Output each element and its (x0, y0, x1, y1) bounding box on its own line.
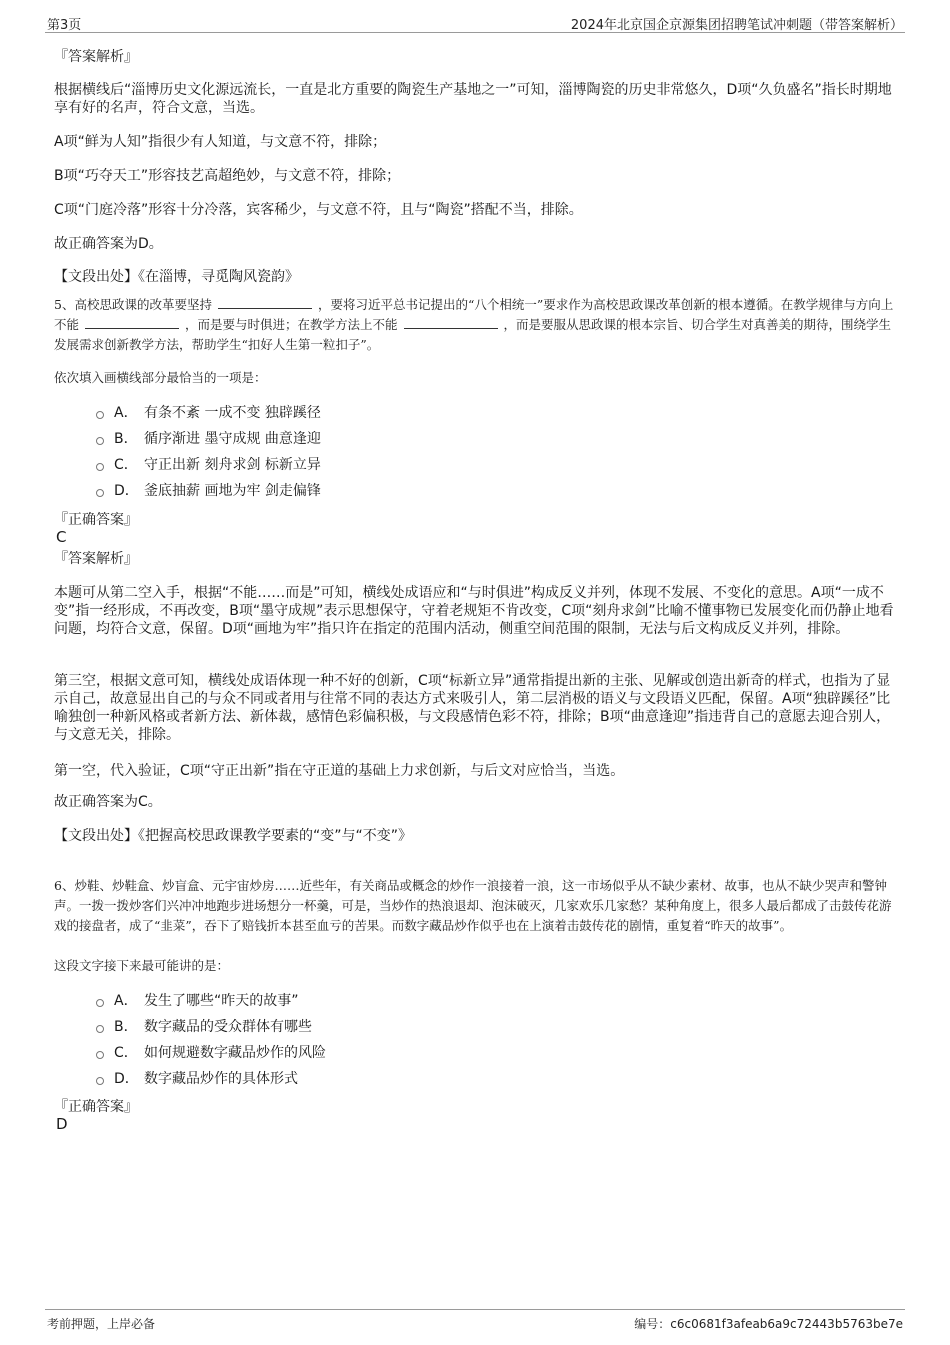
option-letter: D． (114, 1071, 139, 1087)
q5-text-part2: ，要将习近平总书记提出的“八个相统一”要求作为高校思政课改革创新的根本遵循。在教学规律与方向上不能 (54, 297, 894, 332)
q4-source: 【文段出处】《在淄博，寻觅陶风瓷韵》 (54, 269, 299, 285)
q5-text-part1: 5、高校思政课的改革要坚持 (54, 297, 212, 312)
radio-icon[interactable] (96, 411, 104, 419)
q6-correct-answer: D (56, 1115, 68, 1133)
option-letter: A． (114, 405, 138, 421)
q5-analysis-paragraph-1: 本题可从第二空入手，根据“不能……而是”可知，横线处成语应和“与时俱进”构成反义并列，体现不发展、不变化的意思。A项“一成不变”指一经形成，不再改变，B项“墨守成规”表示思想保守，守着老规矩不肯改变，C项“刻舟求剑”比喻不懂事物已发展变化而仍静止地看问题，均符合文意，保留。D项“画地为牢”指只许在指定的范围内活动，侧重空间范围的限制，无法与后文构成反义并列，排除。 (54, 585, 894, 637)
option-letter: C． (114, 1045, 138, 1061)
q5-analysis-paragraph-3: 第一空，代入验证，C项“守正出新”指在守正道的基础上力求创新，与后文对应恰当，当选。 (54, 763, 625, 779)
q5-text-part4: ，而是要服从思政课的根本宗旨、切合学生对真善美的期待，围绕学生发展需求创新教学方法，帮助学生“扣好人生第一粒扣子”。 (54, 317, 892, 352)
option-letter: C． (114, 457, 138, 473)
page-footer (45, 1309, 905, 1338)
q6-option-a[interactable] (96, 992, 299, 1010)
page-header (45, 10, 905, 33)
q6-option-c[interactable] (96, 1044, 326, 1062)
radio-icon[interactable] (96, 1025, 104, 1033)
q5-correct-answer: C (56, 528, 67, 546)
option-text: 循序渐进 墨守成规 曲意逢迎 (144, 431, 321, 447)
question-5-prompt: 依次填入画横线部分最恰当的一项是： (54, 370, 267, 385)
option-letter: A． (114, 993, 138, 1009)
option-letter: B． (114, 1019, 138, 1035)
q5-option-d[interactable] (96, 482, 321, 500)
page-number: 第3页 (47, 18, 82, 33)
correct-answer-label: 『正确答案』 (54, 1099, 138, 1115)
blank-line (218, 295, 312, 309)
option-letter: D． (114, 483, 139, 499)
footer-slogan: 考前押题，上岸必备 (47, 1317, 156, 1331)
document-code (634, 1315, 903, 1332)
q4-option-a-analysis: A项“鲜为人知”指很少有人知道，与文意不符，排除； (54, 134, 387, 150)
radio-icon[interactable] (96, 1077, 104, 1085)
document-code-label: 编号： (634, 1317, 671, 1331)
option-text: 有条不紊 一成不变 独辟蹊径 (144, 405, 321, 421)
q5-source: 【文段出处】《把握高校思政课教学要素的“变”与“不变”》 (54, 828, 413, 844)
question-6-prompt: 这段文字接下来最可能讲的是： (54, 958, 230, 973)
correct-answer-label: 『正确答案』 (54, 512, 138, 528)
answer-analysis-label: 『答案解析』 (54, 551, 138, 567)
q5-option-c[interactable] (96, 456, 321, 474)
q4-conclusion: 故正确答案为D。 (54, 236, 163, 252)
q5-conclusion: 故正确答案为C。 (54, 794, 162, 810)
option-text: 守正出新 刻舟求剑 标新立异 (144, 457, 321, 473)
radio-icon[interactable] (96, 437, 104, 445)
answer-analysis-label: 『答案解析』 (54, 49, 138, 65)
q4-analysis-paragraph: 根据横线后“淄博历史文化源远流长，一直是北方重要的陶瓷生产基地之一”可知，淄博陶瓷的历史非常悠久，D项“久负盛名”指长时期地享有好的名声，符合文意，当选。 (54, 82, 892, 116)
q6-option-d[interactable] (96, 1070, 298, 1088)
option-letter: B． (114, 431, 138, 447)
q4-option-c-analysis: C项“门庭冷落”形容十分冷落，宾客稀少，与文意不符，且与“陶瓷”搭配不当，排除。 (54, 202, 583, 218)
option-text: 发生了哪些“昨天的故事” (144, 993, 299, 1009)
radio-icon[interactable] (96, 1051, 104, 1059)
radio-icon[interactable] (96, 999, 104, 1007)
q6-option-b[interactable] (96, 1018, 312, 1036)
option-text: 如何规避数字藏品炒作的风险 (144, 1045, 326, 1061)
q5-option-a[interactable] (96, 404, 321, 422)
question-6-text: 6、炒鞋、炒鞋盒、炒盲盒、元宇宙炒房……近些年，有关商品或概念的炒作一浪接着一浪，这一市场似乎从不缺少素材、故事，也从不缺少哭声和警钟声。一拨一拨炒客们兴冲冲地跑步进场想分一杯羹，可是，当炒作的热浪退却、泡沫破灭，几家欢乐几家愁？某种角度上，很多人最后都成了击鼓传花游戏的接盘者，成了“韭菜”，吞下了赔钱折本甚至血亏的苦果。而数字藏品炒作似乎也在上演着击鼓传花的剧情，重复着“昨天的故事”。 (54, 878, 892, 933)
q5-option-b[interactable] (96, 430, 321, 448)
radio-icon[interactable] (96, 489, 104, 497)
option-text: 数字藏品的受众群体有哪些 (144, 1019, 312, 1035)
document-title: 2024年北京国企京源集团招聘笔试冲刺题（带答案解析） (570, 18, 903, 33)
question-5-text (54, 295, 900, 355)
q5-text-part3: ，而是要与时俱进；在教学方法上不能 (185, 317, 398, 332)
q4-option-b-analysis: B项“巧夺天工”形容技艺高超绝妙，与文意不符，排除； (54, 168, 401, 184)
blank-line (404, 315, 498, 329)
document-code-value: c6c0681f3afeab6a9c72443b5763be7e (670, 1317, 903, 1331)
radio-icon[interactable] (96, 463, 104, 471)
option-text: 数字藏品炒作的具体形式 (144, 1071, 298, 1087)
blank-line (85, 315, 179, 329)
option-text: 釜底抽薪 画地为牢 剑走偏锋 (144, 483, 321, 499)
q5-analysis-paragraph-2: 第三空，根据文意可知，横线处成语体现一种不好的创新，C项“标新立异”通常指提出新的主张、见解或创造出新奇的样式，也指为了显示自己，故意显出自己的与众不同或者用与往常不同的表达方式来吸引人，第二层消极的语义与文段语义匹配，保留。A项“独辟蹊径”比喻独创一种新风格或者新方法、新体裁，感情色彩偏积极，与文段感情色彩不符，排除；B项“曲意逢迎”指违背自己的意愿去迎合别人，与文意无关，排除。 (54, 673, 891, 743)
